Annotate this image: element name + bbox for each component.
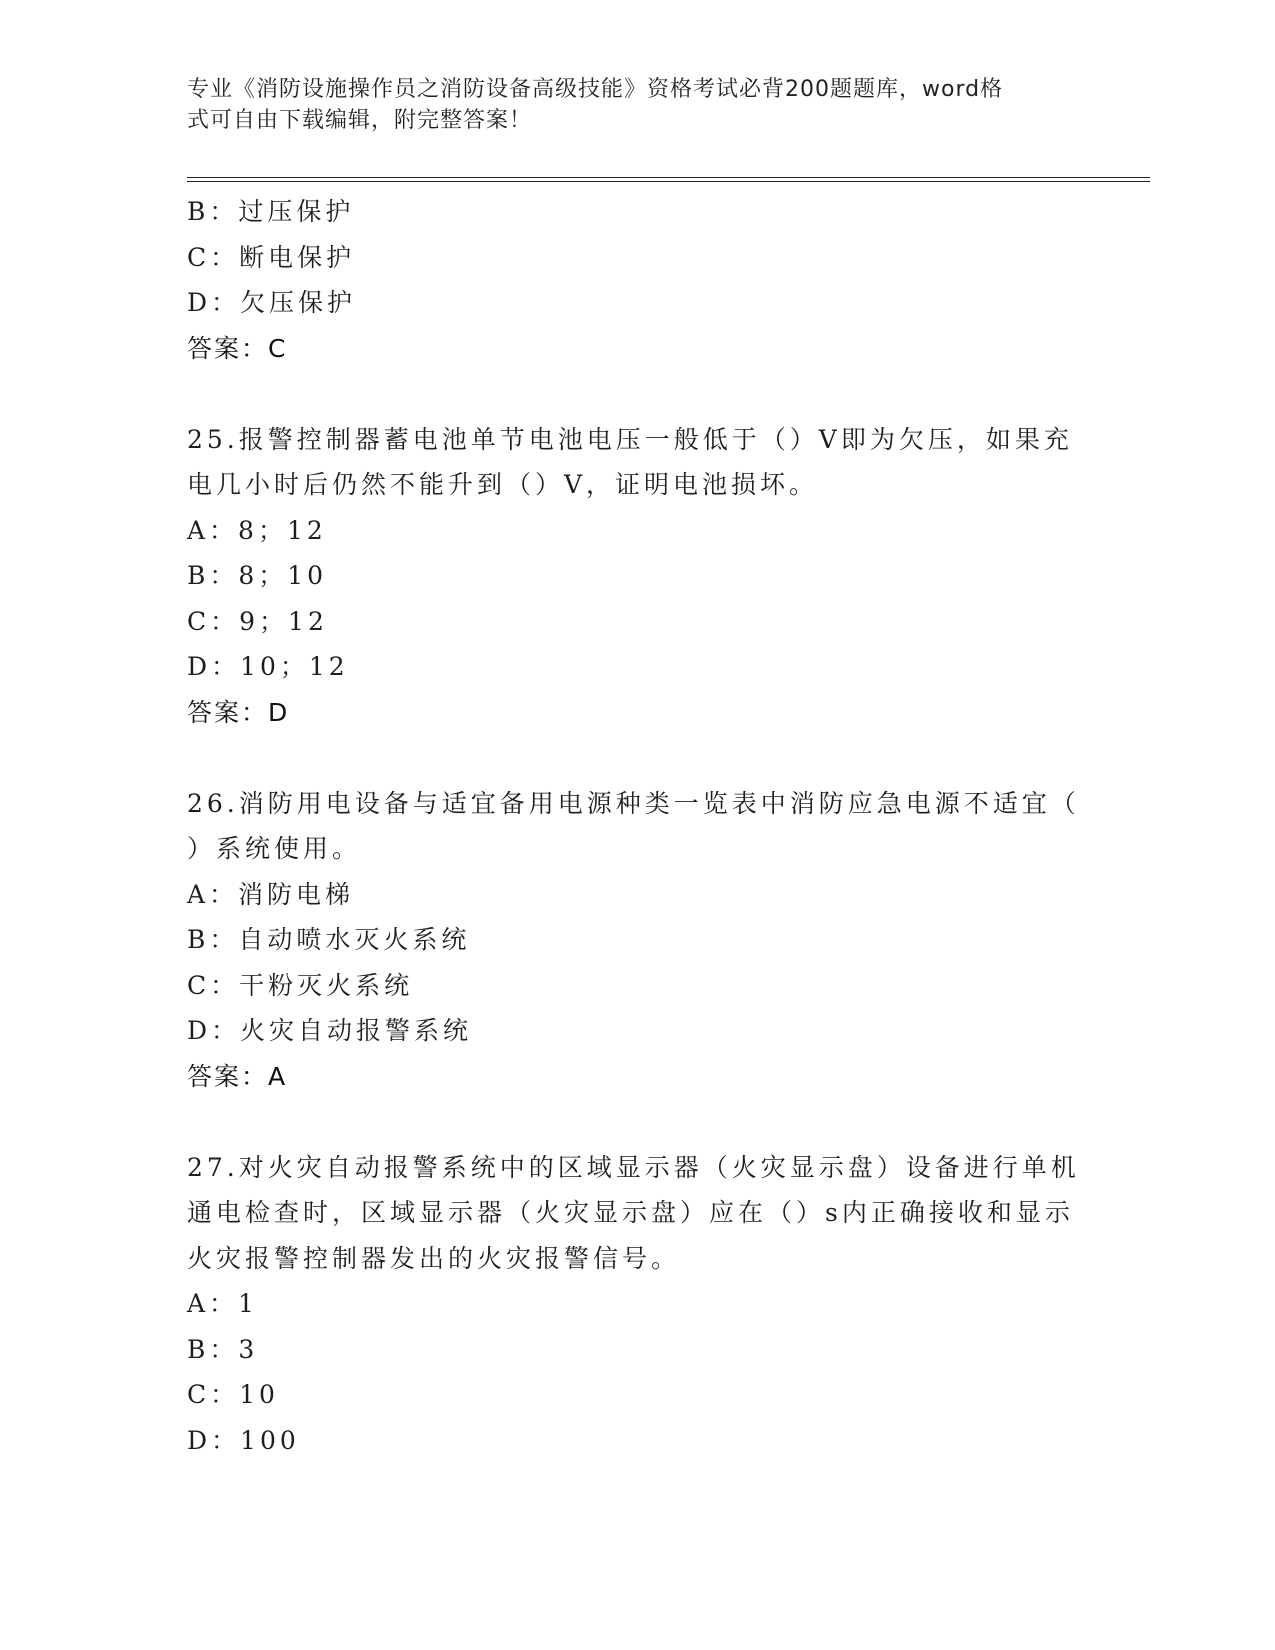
spacer (187, 735, 1087, 781)
option-a: A：1 (187, 1289, 258, 1318)
header-divider-bottom (187, 181, 1150, 182)
question-stem-line: 火灾报警控制器发出的火灾报警信号。 (187, 1243, 681, 1273)
question-25 (187, 417, 1087, 736)
option-b: B：8；10 (187, 561, 328, 590)
header-divider-top (187, 177, 1150, 178)
answer-label: 答案：D (187, 697, 290, 727)
question-stem-line: ）系统使用。 (187, 834, 362, 863)
option-d: D：火灾自动报警系统 (187, 1016, 473, 1045)
question-26 (187, 781, 1087, 1100)
option-c: C：10 (187, 1380, 279, 1409)
option-c: C：干粉灭火系统 (187, 970, 414, 1000)
spacer (187, 1099, 1087, 1145)
header-line-1: 专业《消防设施操作员之消防设备高级技能》资格考试必背200题题库，word格 (187, 77, 1004, 102)
answer-label: 答案：A (187, 1061, 288, 1091)
answer-label: 答案：C (187, 333, 288, 363)
question-stem-line: 27.对火灾自动报警系统中的区域显示器（火灾显示盘）设备进行单机 (187, 1152, 1080, 1182)
option-a: A：消防电梯 (187, 879, 355, 909)
question-24-tail (187, 189, 1087, 371)
question-stem-line: 25.报警控制器蓄电池单节电池电压一般低于（）V即为欠压，如果充 (187, 424, 1073, 454)
option-d: D：100 (187, 1425, 300, 1455)
question-body (187, 189, 1087, 1463)
question-stem-line: 26.消防用电设备与适宜备用电源种类一览表中消防应急电源不适宜（ (187, 788, 1080, 818)
option-a: A：8；12 (187, 515, 327, 545)
option-b: B：自动喷水灭火系统 (187, 925, 471, 954)
question-stem-line: 通电检查时，区域显示器（火灾显示盘）应在（）s内正确接收和显示 (187, 1198, 1074, 1227)
header-line-2: 式可自由下载编辑，附完整答案！ (187, 108, 533, 133)
document-header (187, 74, 1067, 136)
option-b: B：过压保护 (187, 197, 355, 226)
option-c: C：断电保护 (187, 242, 356, 272)
option-b: B：3 (187, 1334, 259, 1364)
question-27 (187, 1145, 1087, 1464)
option-d: D：欠压保护 (187, 288, 357, 317)
option-c: C：9；12 (187, 606, 328, 636)
spacer (187, 371, 1087, 417)
question-stem-line: 电几小时后仍然不能升到（）V，证明电池损坏。 (187, 470, 819, 499)
option-d: D：10；12 (187, 652, 349, 681)
